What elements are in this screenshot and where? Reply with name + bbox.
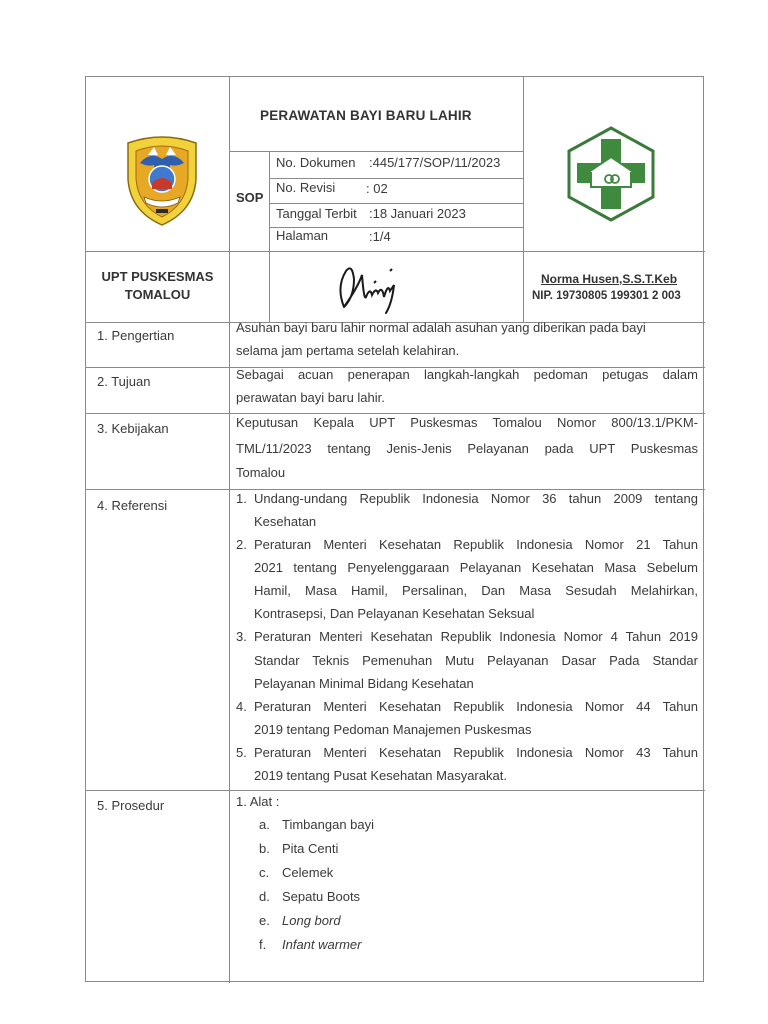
reference-number: 2. (236, 537, 247, 552)
reference-line: Peraturan Menteri Kesehatan Republik Indonesia Nomor 21 Tahun (254, 537, 698, 552)
divider (269, 151, 270, 323)
equipment-letter: b. (259, 841, 270, 856)
equipment-item: Sepatu Boots (282, 889, 361, 904)
kebijakan-line: Keputusan Kepala UPT Puskesmas Tomalou Nomor 800/13.1/PKM- (236, 415, 698, 430)
divider (523, 77, 524, 323)
reference-line: Pelayanan Minimal Bidang Kesehatan (254, 676, 474, 691)
section-label-tujuan: 2. Tujuan (97, 374, 151, 389)
divider (229, 151, 523, 152)
page-label: Halaman (276, 228, 329, 243)
reference-line: 2019 tentang Pusat Kesehatan Masyarakat. (254, 768, 507, 783)
equipment-letter: c. (259, 865, 270, 880)
kebijakan-line: TML/11/2023 tentang Jenis-Jenis Pelayanan pada UPT Puskesmas (236, 441, 698, 456)
reference-line: 2021 tentang Penyelenggaraan Pelayanan Kesehatan Masa Sebelum (254, 560, 698, 575)
issue-date-value: :18 Januari 2023 (369, 206, 466, 221)
divider (269, 203, 523, 204)
issue-date-label: Tanggal Terbit (276, 206, 357, 221)
reference-line: Kesehatan (254, 514, 317, 529)
reference-line: Kontrasepsi, Dan Pelayanan Kesehatan Seksual (254, 606, 535, 621)
institution-name-line1: UPT PUSKESMAS (101, 269, 214, 284)
reference-line: Peraturan Menteri Kesehatan Republik Indonesia Nomor 4 Tahun 2019 (254, 629, 698, 644)
equipment-letter: d. (259, 889, 270, 904)
reference-number: 4. (236, 699, 247, 714)
reference-line: Undang-undang Republik Indonesia Nomor 36 tahun 2009 tentang (254, 491, 698, 506)
handwritten-signature-icon (332, 257, 408, 315)
kebijakan-line: Tomalou (236, 465, 286, 480)
tujuan-line: perawatan bayi baru lahir. (236, 390, 385, 405)
doc-number-label: No. Dokumen (276, 155, 356, 170)
reference-line: Peraturan Menteri Kesehatan Republik Indonesia Nomor 44 Tahun (254, 699, 698, 714)
revision-value: : 02 (366, 181, 388, 196)
section-label-pengertian: 1. Pengertian (97, 328, 175, 343)
equipment-item: Pita Centi (282, 841, 339, 856)
divider (229, 251, 230, 983)
regional-government-crest-icon (120, 133, 204, 227)
equipment-letter: a. (259, 817, 270, 832)
reference-number: 5. (236, 745, 247, 760)
equipment-letter: f. (259, 937, 267, 952)
equipment-item: Celemek (282, 865, 334, 880)
divider (86, 790, 705, 791)
prosedur-heading: 1. Alat : (236, 794, 280, 809)
section-label-kebijakan: 3. Kebijakan (97, 421, 169, 436)
pengertian-line: selama jam pertama setelah kelahiran. (236, 343, 460, 358)
equipment-item: Long bord (282, 913, 341, 928)
section-label-prosedur: 5. Prosedur (97, 798, 165, 813)
reference-number: 1. (236, 491, 247, 506)
tujuan-line: Sebagai acuan penerapan langkah-langkah pedoman petugas dalam (236, 367, 698, 382)
section-label-referensi: 4. Referensi (97, 498, 168, 513)
equipment-letter: e. (259, 913, 270, 928)
doc-number-value: :445/177/SOP/11/2023 (369, 155, 501, 170)
sop-label: SOP (236, 190, 264, 205)
equipment-item: Timbangan bayi (282, 817, 375, 832)
reference-line: Standar Teknis Pemenuhan Mutu Pelayanan Dasar Pada Standar (254, 653, 698, 668)
signer-nip: NIP. 19730805 199301 2 003 (532, 290, 681, 302)
puskesmas-green-cross-house-icon (565, 125, 657, 223)
reference-line: Peraturan Menteri Kesehatan Republik Indonesia Nomor 43 Tahun (254, 745, 698, 760)
signer-name: Norma Husen,S.S.T.Keb (541, 272, 678, 286)
document-title: PERAWATAN BAYI BARU LAHIR (260, 108, 472, 123)
reference-number: 3. (236, 629, 247, 644)
institution-name-line2: TOMALOU (124, 287, 191, 302)
divider (269, 178, 523, 179)
reference-line: Hamil, Masa Hamil, Persalinan, Dan Masa Sesudah Melahirkan, (254, 583, 698, 598)
reference-line: 2019 tentang Pedoman Manajemen Puskesmas (254, 722, 532, 737)
revision-label: No. Revisi (276, 180, 336, 195)
divider (86, 251, 705, 252)
equipment-item: Infant warmer (282, 937, 362, 952)
pengertian-line: Asuhan bayi baru lahir normal adalah asuhan yang diberikan pada bayi (236, 320, 646, 335)
sop-document (85, 76, 704, 982)
page-value: :1/4 (369, 229, 391, 244)
